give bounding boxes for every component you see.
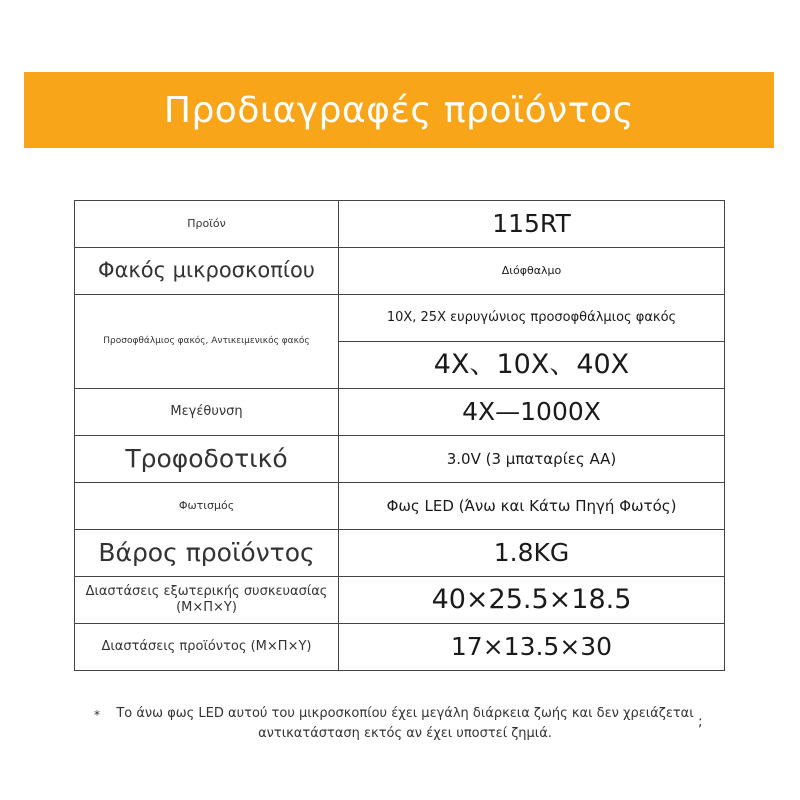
- table-row: [75, 624, 725, 671]
- header-banner: [24, 72, 774, 148]
- table-row: [75, 483, 725, 530]
- weight-value: 1.8KG: [339, 530, 725, 577]
- product-dims-label: Διαστάσεις προϊόντος (Μ×Π×Υ): [75, 624, 339, 671]
- lens-value: Διόφθαλμο: [339, 248, 725, 295]
- product-dims-value: 17×13.5×30: [339, 624, 725, 671]
- table-row: [75, 201, 725, 248]
- objective-value: 4X、10X、40X: [339, 342, 725, 389]
- table-row: [75, 248, 725, 295]
- product-value: 115RT: [339, 201, 725, 248]
- table-row: [75, 577, 725, 624]
- package-dims-value: 40×25.5×18.5: [339, 577, 725, 624]
- eyepiece-value: 10X, 25X ευρυγώνιος προσοφθάλμιος φακός: [339, 295, 725, 342]
- lighting-label: Φωτισμός: [75, 483, 339, 530]
- table-row: [75, 295, 725, 342]
- package-dims-label: Διαστάσεις εξωτερικής συσκευασίας (Μ×Π×Υ): [75, 577, 339, 624]
- table-row: [75, 436, 725, 483]
- note-asterisk: *: [94, 708, 100, 722]
- product-label: Προϊόν: [75, 201, 339, 248]
- weight-label: Βάρος προϊόντος: [75, 530, 339, 577]
- table-row: [75, 530, 725, 577]
- table-row: [75, 389, 725, 436]
- specs-table: [74, 200, 725, 671]
- note-semicolon: ;: [698, 714, 703, 730]
- magnification-label: Μεγέθυνση: [75, 389, 339, 436]
- eyepiece-objective-label: Προσοφθάλμιος φακός, Αντικειμενικός φακός: [75, 295, 339, 389]
- magnification-value: 4X—1000X: [339, 389, 725, 436]
- lighting-value: Φως LED (Άνω και Κάτω Πηγή Φωτός): [339, 483, 725, 530]
- footnote: Το άνω φως LED αυτού του μικροσκοπίου έχει μεγάλη διάρκεια ζωής και δεν χρειάζεται αντικατάσταση εκτός αν έχει υποστεί ζημιά.: [116, 706, 694, 741]
- lens-label: Φακός μικροσκοπίου: [75, 248, 339, 295]
- power-label: Τροφοδοτικό: [75, 436, 339, 483]
- power-value: 3.0V (3 μπαταρίες AA): [339, 436, 725, 483]
- page-title: Προδιαγραφές προϊόντος: [163, 89, 635, 131]
